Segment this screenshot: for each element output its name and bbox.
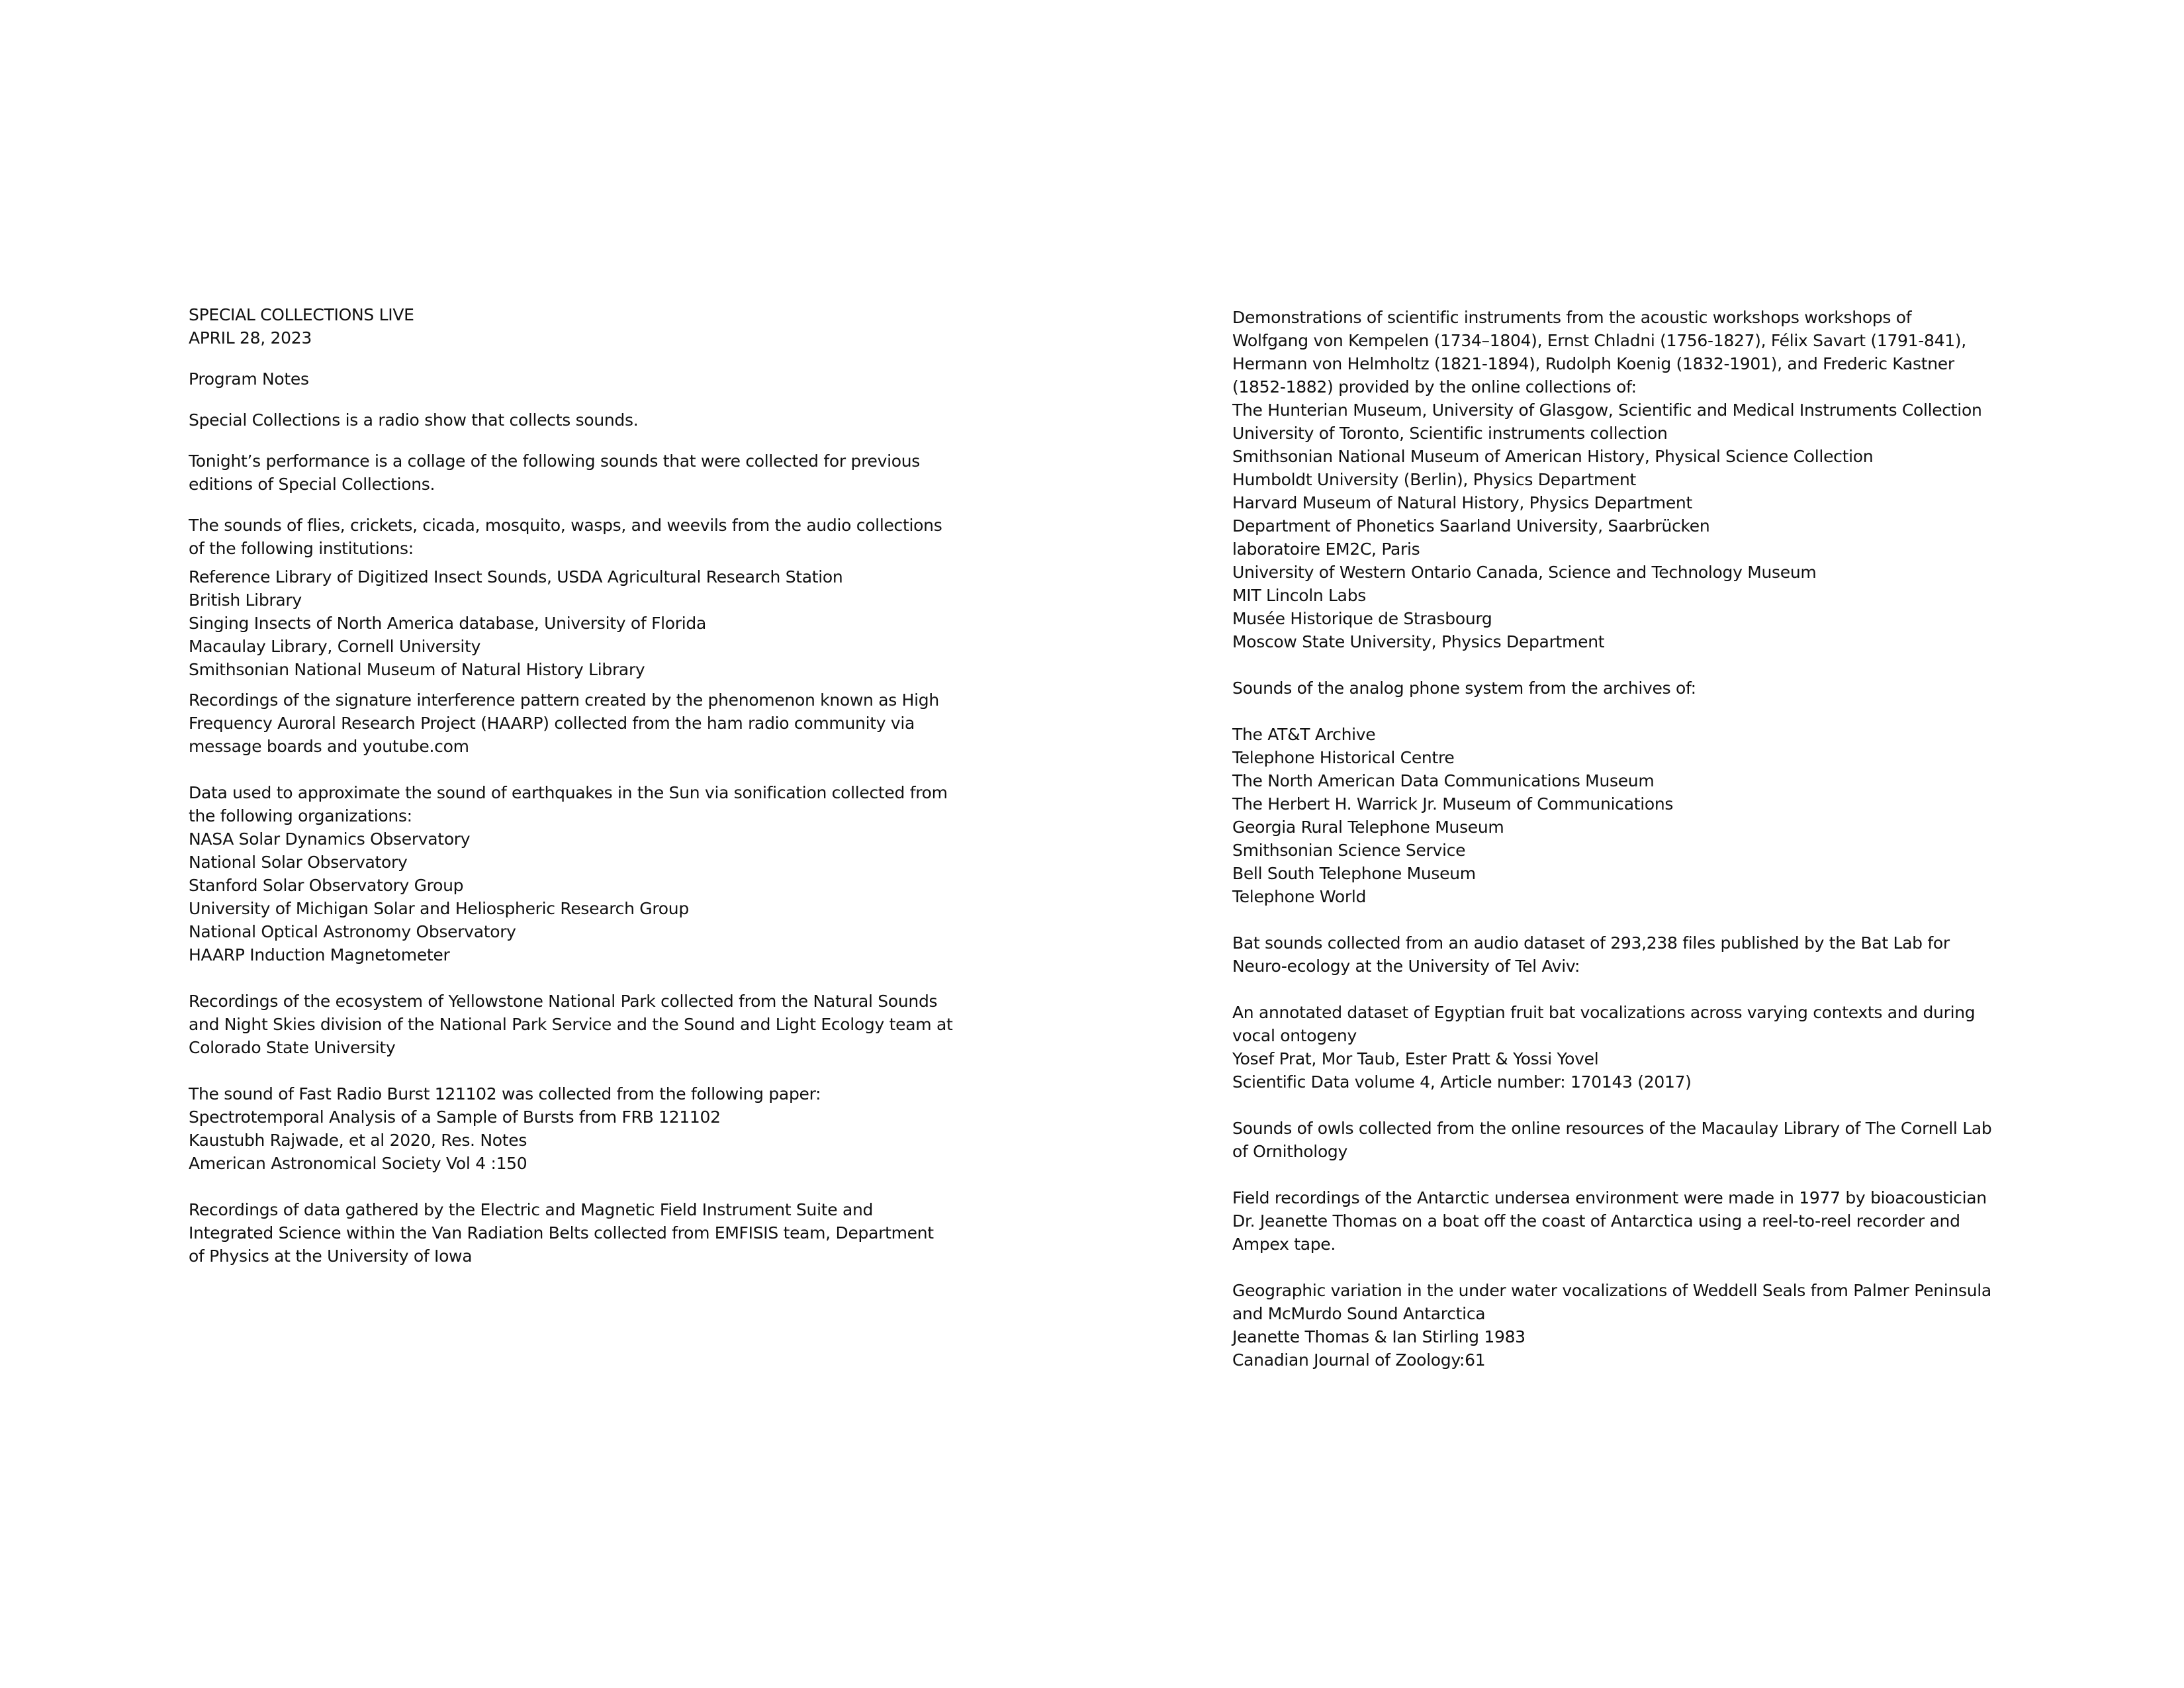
- list-item: The Herbert H. Warrick Jr. Museum of Communications: [1232, 794, 1674, 814]
- list-item: The AT&T Archive: [1232, 725, 1376, 744]
- paragraph-line: of Physics at the University of Iowa: [189, 1246, 473, 1266]
- paragraph-line: Scientific Data volume 4, Article number: 170143 (2017): [1232, 1072, 1692, 1092]
- list-item: Smithsonian Science Service: [1232, 841, 1466, 860]
- paragraph-line: American Astronomical Society Vol 4 :150: [189, 1154, 527, 1173]
- list-item: laboratoire EM2C, Paris: [1232, 539, 1420, 559]
- paragraph-line: Demonstrations of scientific instruments from the acoustic workshops workshops of: [1232, 308, 1912, 327]
- list-item: The North American Data Communications Museum: [1232, 771, 1655, 790]
- paragraph-line: The sounds of flies, crickets, cicada, mosquito, wasps, and weevils from the audio collections: [189, 516, 942, 535]
- bat-paper-citation: [1232, 1001, 2026, 1094]
- paragraph-line: Canadian Journal of Zoology:61: [1232, 1350, 1486, 1370]
- insects-institution-list: [189, 565, 983, 681]
- list-item: The Hunterian Museum, University of Glasgow, Scientific and Medical Instruments Collection: [1232, 400, 1982, 420]
- paragraph-line: Dr. Jeanette Thomas on a boat off the coast of Antarctica using a reel-to-reel recorder and: [1232, 1211, 1960, 1231]
- intro-paragraph: [189, 408, 983, 432]
- insects-paragraph: [189, 514, 983, 560]
- paragraph-line: Hermann von Helmholtz (1821-1894), Rudolph Koenig (1832-1901), and Frederic Kastner: [1232, 354, 1954, 373]
- paragraph-line: Recordings of the signature interference pattern created by the phenomenon known as High: [189, 690, 939, 710]
- yellowstone-paragraph: [189, 990, 983, 1059]
- paragraph-line: (1852-1882) provided by the online collections of:: [1232, 377, 1637, 397]
- paragraph-line: Wolfgang von Kempelen (1734–1804), Ernst Chladni (1756-1827), Félix Savart (1791-841),: [1232, 331, 1966, 350]
- program-notes-heading: [189, 367, 983, 391]
- paragraph-line: Field recordings of the Antarctic undersea environment were made in 1977 by bioacoustician: [1232, 1188, 1987, 1207]
- list-item: Stanford Solar Observatory Group: [189, 876, 464, 895]
- owls-paragraph: [1232, 1117, 2026, 1163]
- list-item: University of Western Ontario Canada, Science and Technology Museum: [1232, 563, 1817, 582]
- bat-intro-paragraph: [1232, 931, 2026, 978]
- paragraph-line: Geographic variation in the under water vocalizations of Weddell Seals from Palmer Peninsula: [1232, 1281, 1991, 1300]
- list-item: Singing Insects of North America database, University of Florida: [189, 614, 706, 633]
- paragraph-line: Yosef Prat, Mor Taub, Ester Pratt & Yossi Yovel: [1232, 1049, 1599, 1068]
- paragraph-line: Ampex tape.: [1232, 1235, 1336, 1254]
- paragraph-line: message boards and youtube.com: [189, 737, 469, 756]
- antarctic-paragraph: [1232, 1186, 2026, 1256]
- list-item: Georgia Rural Telephone Museum: [1232, 818, 1504, 837]
- paragraph-line: Kaustubh Rajwade, et al 2020, Res. Notes: [189, 1131, 527, 1150]
- intro-text: Special Collections is a radio show that collects sounds.: [189, 410, 639, 430]
- list-item: Macaulay Library, Cornell University: [189, 637, 481, 656]
- list-item: National Solar Observatory: [189, 853, 408, 872]
- list-item: Moscow State University, Physics Department: [1232, 632, 1605, 651]
- event-header: [189, 303, 983, 350]
- paragraph-line: vocal ontogeny: [1232, 1026, 1357, 1045]
- performance-paragraph: [189, 449, 983, 496]
- paragraph-line: the following organizations:: [189, 806, 412, 825]
- list-item: Telephone Historical Centre: [1232, 748, 1455, 767]
- list-item: Telephone World: [1232, 887, 1367, 906]
- seals-citation: [1232, 1279, 2026, 1372]
- frb-paragraph: [189, 1082, 983, 1175]
- paragraph-line: Recordings of data gathered by the Electric and Magnetic Field Instrument Suite and: [189, 1200, 874, 1219]
- list-item: Harvard Museum of Natural History, Physics Department: [1232, 493, 1692, 512]
- paragraph-line: of the following institutions:: [189, 539, 414, 558]
- paragraph-line: Tonight’s performance is a collage of the following sounds that were collected for previous: [189, 451, 921, 471]
- paragraph-line: of Ornithology: [1232, 1142, 1347, 1161]
- list-item: Smithsonian National Museum of American History, Physical Science Collection: [1232, 447, 1874, 466]
- paragraph-line: Data used to approximate the sound of earthquakes in the Sun via sonification collected from: [189, 783, 948, 802]
- list-item: University of Toronto, Scientific instruments collection: [1232, 424, 1668, 443]
- list-item: MIT Lincoln Labs: [1232, 586, 1366, 605]
- emfisis-paragraph: [189, 1198, 983, 1268]
- paragraph-line: Colorado State University: [189, 1038, 396, 1057]
- list-item: Smithsonian National Museum of Natural History Library: [189, 660, 645, 679]
- instruments-paragraph: [1232, 306, 2026, 653]
- list-item: Department of Phonetics Saarland University, Saarbrücken: [1232, 516, 1710, 536]
- paragraph-line: Spectrotemporal Analysis of a Sample of Bursts from FRB 121102: [189, 1107, 721, 1127]
- phone-intro: [1232, 677, 2026, 700]
- event-title: SPECIAL COLLECTIONS LIVE: [189, 305, 414, 324]
- paragraph-line: Integrated Science within the Van Radiation Belts collected from EMFISIS team, Department: [189, 1223, 934, 1243]
- paragraph-line: Bat sounds collected from an audio dataset of 293,238 files published by the Bat Lab for: [1232, 933, 1950, 953]
- paragraph-line: An annotated dataset of Egyptian fruit bat vocalizations across varying contexts and during: [1232, 1003, 1976, 1022]
- haarp-paragraph: [189, 688, 983, 758]
- list-item: NASA Solar Dynamics Observatory: [189, 829, 471, 849]
- program-notes-label: Program Notes: [189, 369, 309, 389]
- sun-paragraph: [189, 781, 983, 966]
- list-item: University of Michigan Solar and Heliospheric Research Group: [189, 899, 689, 918]
- paragraph-line: editions of Special Collections.: [189, 475, 435, 494]
- list-item: Bell South Telephone Museum: [1232, 864, 1476, 883]
- event-date: APRIL 28, 2023: [189, 328, 312, 348]
- list-item: Musée Historique de Strasbourg: [1232, 609, 1492, 628]
- paragraph-line: and Night Skies division of the National Park Service and the Sound and Light Ecology team at: [189, 1015, 953, 1034]
- right-column: [1232, 306, 2026, 1372]
- paragraph-line: The sound of Fast Radio Burst 121102 was collected from the following paper:: [189, 1084, 821, 1103]
- list-item: National Optical Astronomy Observatory: [189, 922, 516, 941]
- paragraph-line: Recordings of the ecosystem of Yellowstone National Park collected from the Natural Sounds: [189, 992, 938, 1011]
- list-item: Humboldt University (Berlin), Physics Department: [1232, 470, 1637, 489]
- paragraph-line: Neuro-ecology at the University of Tel Aviv:: [1232, 957, 1580, 976]
- list-item: British Library: [189, 590, 302, 610]
- paragraph-line: and McMurdo Sound Antarctica: [1232, 1304, 1486, 1323]
- phone-archive-list: [1232, 723, 2026, 908]
- list-item: Reference Library of Digitized Insect Sounds, USDA Agricultural Research Station: [189, 567, 843, 586]
- left-column: [189, 303, 983, 1268]
- paragraph-line: Jeanette Thomas & Ian Stirling 1983: [1232, 1327, 1525, 1346]
- paragraph-line: Sounds of the analog phone system from the archives of:: [1232, 679, 1696, 698]
- list-item: HAARP Induction Magnetometer: [189, 945, 450, 964]
- paragraph-line: Frequency Auroral Research Project (HAARP) collected from the ham radio community via: [189, 714, 915, 733]
- paragraph-line: Sounds of owls collected from the online resources of the Macaulay Library of The Cornell Lab: [1232, 1119, 1992, 1138]
